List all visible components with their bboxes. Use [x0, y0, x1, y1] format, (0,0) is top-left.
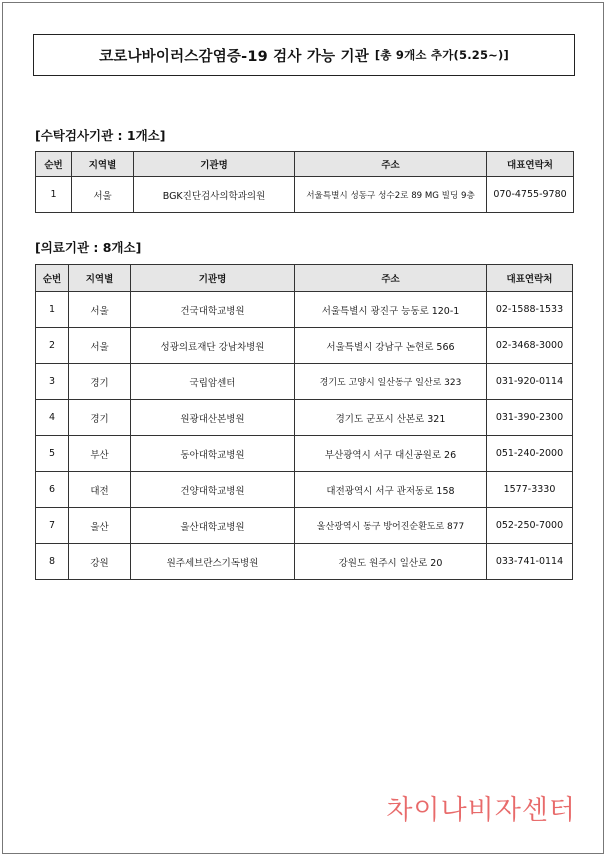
section-heading-medical-institutions: [의료기관 : 8개소]	[35, 240, 142, 255]
cell-phone: 033-741-0114	[487, 544, 573, 580]
contract-labs-table	[35, 151, 574, 213]
cell-institution: 건양대학교병원	[131, 472, 295, 508]
cell-region: 강원	[69, 544, 131, 580]
column-header-region: 지역별	[69, 265, 131, 292]
column-header-phone: 대표연락처	[487, 265, 573, 292]
cell-institution: 울산대학교병원	[131, 508, 295, 544]
cell-phone: 052-250-7000	[487, 508, 573, 544]
column-header-institution: 기관명	[134, 152, 295, 177]
cell-no: 4	[36, 400, 69, 436]
cell-no: 3	[36, 364, 69, 400]
column-header-address: 주소	[295, 265, 487, 292]
cell-region: 서울	[69, 292, 131, 328]
column-header-region: 지역별	[72, 152, 134, 177]
cell-address: 서울특별시 강남구 논현로 566	[295, 328, 487, 364]
table-row	[36, 508, 573, 544]
cell-address: 서울특별시 광진구 능동로 120-1	[295, 292, 487, 328]
cell-address: 경기도 고양시 일산동구 일산로 323	[295, 364, 487, 400]
cell-address: 강원도 원주시 일산로 20	[295, 544, 487, 580]
table-row	[36, 436, 573, 472]
column-header-address: 주소	[295, 152, 487, 177]
cell-region: 서울	[69, 328, 131, 364]
table-header-row	[36, 265, 573, 292]
cell-institution: 국립암센터	[131, 364, 295, 400]
table-row	[36, 364, 573, 400]
column-header-no: 순번	[36, 152, 72, 177]
cell-address: 부산광역시 서구 대신공원로 26	[295, 436, 487, 472]
cell-region: 울산	[69, 508, 131, 544]
cell-phone: 031-390-2300	[487, 400, 573, 436]
watermark: 차이나비자센터	[386, 795, 576, 826]
cell-institution: 원주세브란스기독병원	[131, 544, 295, 580]
cell-institution: 성광의료재단 강남차병원	[131, 328, 295, 364]
cell-region: 서울	[72, 177, 134, 213]
cell-phone: 051-240-2000	[487, 436, 573, 472]
table-row	[36, 177, 574, 213]
cell-region: 경기	[69, 364, 131, 400]
cell-no: 5	[36, 436, 69, 472]
cell-institution: 건국대학교병원	[131, 292, 295, 328]
cell-no: 1	[36, 177, 72, 213]
title-note: [총 9개소 추가(5.25~)]	[374, 48, 509, 62]
column-header-phone: 대표연락처	[487, 152, 574, 177]
cell-address: 경기도 군포시 산본로 321	[295, 400, 487, 436]
cell-phone: 02-3468-3000	[487, 328, 573, 364]
title-main: 코로나바이러스감염증-19 검사 가능 기관	[99, 48, 369, 65]
cell-institution: 원광대산본병원	[131, 400, 295, 436]
cell-region: 대전	[69, 472, 131, 508]
table-row	[36, 400, 573, 436]
table-row	[36, 544, 573, 580]
cell-no: 6	[36, 472, 69, 508]
cell-address: 울산광역시 동구 방어진순환도로 877	[295, 508, 487, 544]
cell-no: 1	[36, 292, 69, 328]
column-header-institution: 기관명	[131, 265, 295, 292]
cell-region: 부산	[69, 436, 131, 472]
document-title	[33, 34, 575, 76]
cell-no: 8	[36, 544, 69, 580]
table-row	[36, 292, 573, 328]
cell-institution: 동아대학교병원	[131, 436, 295, 472]
cell-institution: BGK진단검사의학과의원	[134, 177, 295, 213]
cell-region: 경기	[69, 400, 131, 436]
section-heading-contract-labs: [수탁검사기관 : 1개소]	[35, 128, 166, 143]
table-row	[36, 472, 573, 508]
cell-no: 2	[36, 328, 69, 364]
cell-no: 7	[36, 508, 69, 544]
cell-phone: 031-920-0114	[487, 364, 573, 400]
table-row	[36, 328, 573, 364]
cell-address: 대전광역시 서구 관저동로 158	[295, 472, 487, 508]
table-header-row	[36, 152, 574, 177]
medical-institutions-table	[35, 264, 573, 580]
cell-phone: 070-4755-9780	[487, 177, 574, 213]
cell-address: 서울특별시 성동구 성수2로 89 MG 빌딩 9층	[295, 177, 487, 213]
cell-phone: 1577-3330	[487, 472, 573, 508]
cell-phone: 02-1588-1533	[487, 292, 573, 328]
column-header-no: 순번	[36, 265, 69, 292]
